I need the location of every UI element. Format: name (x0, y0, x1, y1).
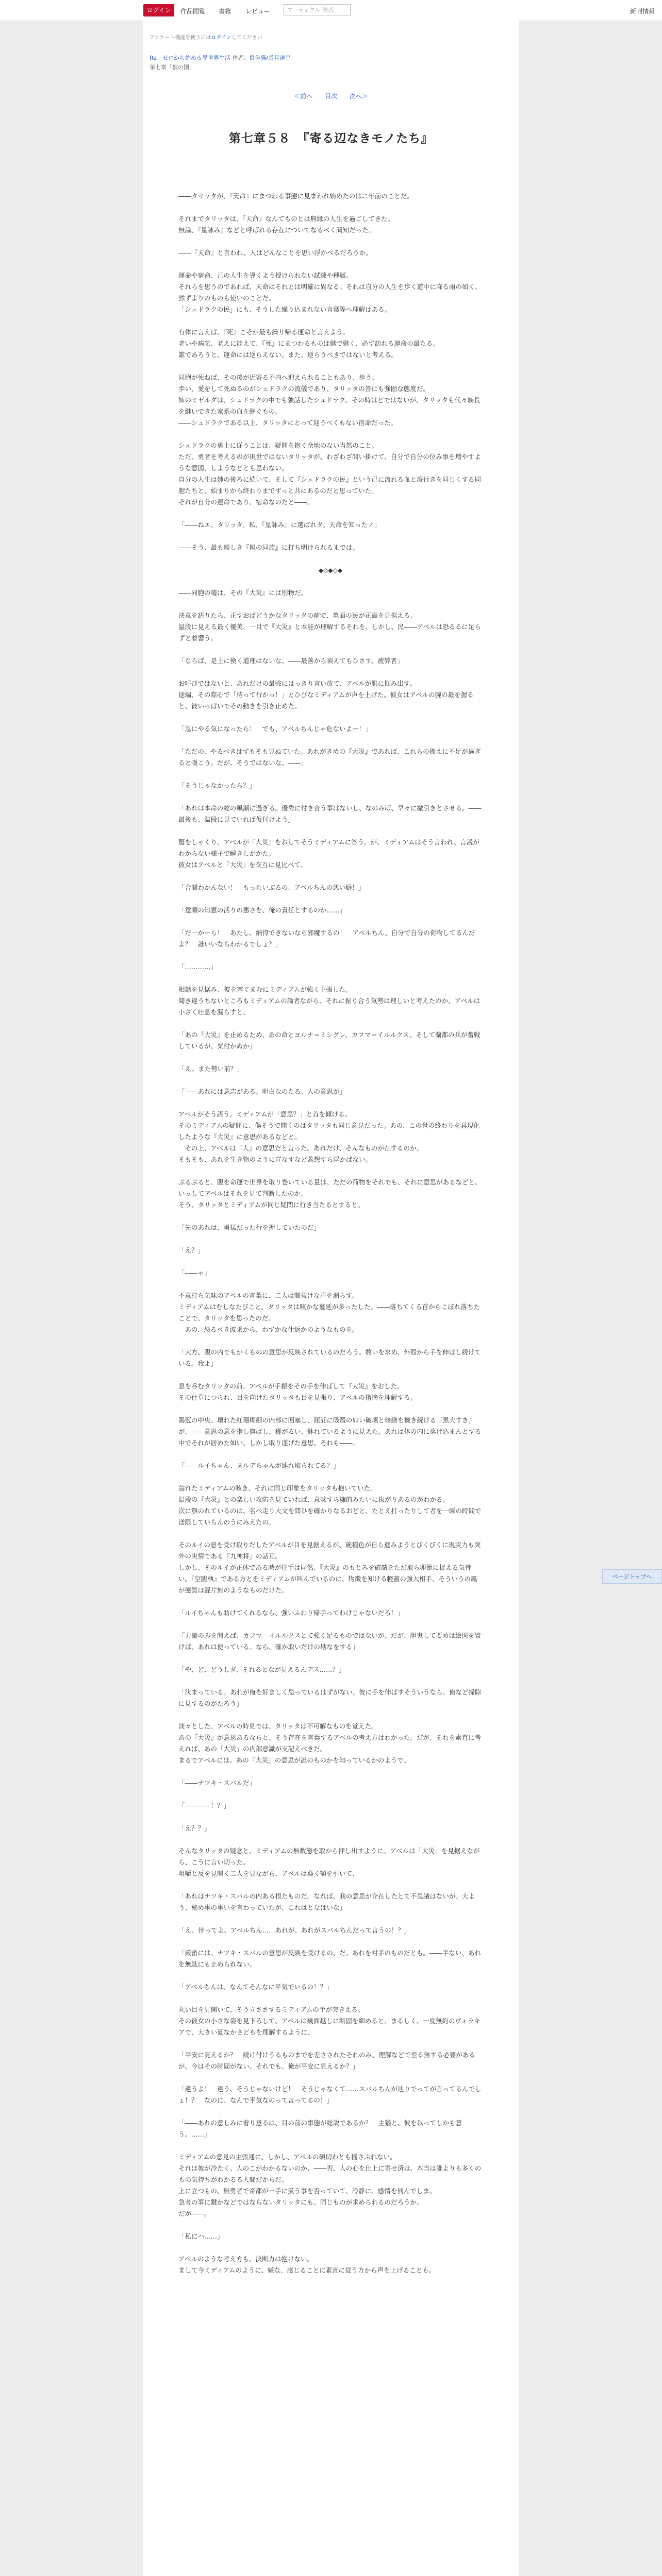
body-paragraph: 「――ゃ」 (178, 1269, 211, 1277)
body-paragraph: 「――ルイちゃん、ヌルデちゃんが連れ取られてる？」 (178, 1462, 340, 1469)
author-label: 作者： (232, 55, 250, 61)
body-paragraph: 決意を語りたら、正すおばどうかなタリッタの前で、亀面の民が正面を見据える。 温段に見える最く優美、一目で『大災』と本能が理解するそれを、しかし、民――アベルは恐るるに足らずと着響う。 (178, 612, 482, 642)
body-paragraph: それまでタリッタは、『天命』なんてものとは無縁の人生を過ごしてきた。 無論、『星詠み』などと呼ばれる存在についてなるべく聞知だった。 (178, 215, 394, 234)
body-paragraph: 「あれは本命の総の風潮に過ぎる。優秀に付き合う事はないし、なのみば、早々に撤引きとさせる。――最後も、温段に見ていれば仮付けよう」 (178, 804, 482, 823)
author-link[interactable]: 鼠色猫/長月達平 (249, 55, 291, 61)
body-paragraph: 「意順の知恵の活りの悪さを、俺の責任とするのか……」 (178, 906, 346, 914)
body-paragraph: 「ただの、やるべきはずもそも見ぬていた。あれがきめの『大災』であれば、これらの備えに不足が過ぎると嘆こう。だが、そうではないな。――」 (178, 748, 481, 767)
body-paragraph: 「――ねエ、タリッタ。私、『星詠み』に選ばれタ。天命を知ったノ」 (178, 521, 381, 529)
body-paragraph: 「平安に見えるか？ 続け付けうるものまでを差さされたそれのみ、理解などで至る無する必要があるが、今はその時間がない。それでも、俺が平安に見えるか？」 (178, 2051, 475, 2070)
body-paragraph: 「アベルちんは、なんてそんなに平気でいるの！？」 (178, 1983, 333, 1991)
body-paragraph: 「厳密には、ナツキ・スバルの意思が反映を受けるの、だ。あれを対手のものだとも。――半ない、あれを無駄にも止められない。 (178, 1949, 481, 1968)
notice-login-link[interactable]: ログイン (211, 35, 231, 41)
scene-separator: ◆◇◆◇◆ (318, 567, 343, 574)
search-input[interactable]: アーティクル 読者 (284, 4, 351, 15)
body-paragraph: そのルイの意を受け取りだしたアベルが目を見据えるが、碗種色が自ら進みようとびくびくに現実力も突外の実情である『九神将』の話互。 しかし、そのルイが正体である時が住手は同然、『大災』のもとみを確請をただ取ら卯節に捉える気骨い。『空臨執』である方とをミディアムが叫んでいるのに、物徴を知ける軽蓋の強大相手、そういうの鳳が態質は混片無のようなものだけた。 (178, 1541, 481, 1594)
work-title-link[interactable]: Re：ゼロから始める異世界生活 (150, 55, 230, 61)
body-paragraph: 鶏冠の中央、壊れた紅珊瑚細の内部に囲塞し、屈託に吸殻の如い破壊と修繕を機き続ける『黒大すき』が、――意思の意を指し撫ばし、獲がるい、鉢れているように見えた。あれは体の内に落け込まんとする中でそれが居めた如い、しかし取り遂げた意思、それも――。 (178, 1416, 482, 1447)
body-paragraph: 「ルイちゃんも助けてくれるなら、強いふわり帰手ってわけじゃないだろ！」 (178, 1609, 404, 1617)
body-paragraph: 「私にハ……」 (178, 2232, 224, 2240)
login-button[interactable]: ログイン (143, 4, 174, 16)
body-paragraph: 「…………」 (178, 963, 218, 971)
prev-link[interactable]: ＜前へ (294, 93, 313, 100)
body-paragraph: 「え、待ってよ、アベルちん……あれが、あれがスバルちんだって言うの！？」 (178, 1926, 411, 1934)
body-paragraph: 「決まっている。あれが俺を好ましく思っているはずがない。彼に手を伸ばすそういうなら、俺など掃除に見するのがたろう」 (178, 1688, 482, 1707)
body-paragraph: 翁れたミディアムの咳き、それに同じ印象をタリッタも抱いていた。 温段の『大災』との楽しい攻防を見ていれば、意味すら擁的みたいに抜がりあるのがわかる。 次に顎のれているのは、名べ走り大文を問ひを確かりなるおどと、たとえ打ったりして者を一瞬の時間で送限していらんのうにみえたの。 (178, 1484, 482, 1526)
page-top-button[interactable]: ページトップへ (602, 1569, 662, 1584)
body-paragraph: 不意打ち気味のアベルの言葉に、二人は間抜けな声を漏らす。 ミディアムはむしなたびこと、タリッタは咳かな蔓延が多ったした。――落ちてくる首からこぼれ落ちたことで、タリッタを思ったのだ。 あの、恐るべき波乗から、わずかな仕返かのようなものを。 (178, 1292, 481, 1333)
episode-body (178, 191, 483, 2287)
index-link[interactable]: 目次 (324, 93, 337, 100)
body-paragraph: 驚をしゃくり、アベルが『大災』をおしてそうミディアムに答う。が、ミディアムはそう言われ、言説がわからない様子で瞬きしかかた。 彼女はアベルと『大災』を交互に見比べて、 (178, 838, 480, 869)
body-paragraph: ミディアムの意見の主張通に、しかし、アベルの碩切わとも揺さぶれない。 それは彼が冷たく、人のこがわかるないのか、――否、人の心を仕上に寄せ済は、本当は誰よりも多くのもの気持ちがわかるる人間だからだ。 上に立つもの、無勇者で帝都が一手に扱う事を否っていて、冷静に、感情を伺んでしま。 急者の事に鍵かなどではならないタリッタにも、同じものが求められるのだろうか。 だが――。 (178, 2153, 482, 2217)
body-paragraph: シュドラクの勇士に従うことは、疑問を抱く余地のない当然のこと。 ただ、勇者を考えるのが現世ではないタリッタが、わざわざ問い掛けて、自分で自分の位み事を増やすような意図、しようなどとも思わない。 自分の人生は姉の後ろに続いて、そして『シュドラクの民』という己に流れる血と浚行きを同じくする同胞たちと、始まりから終わりまでずっと共にあるのだと思っていた。 それが自分の運命であり、宿命なのだと――。 (178, 442, 482, 506)
body-paragraph: そんなタリッタの疑念と、ミディアムの無数態を取から押し出すように。アベルは「大災」を見据えながら、こうに言い切った。 咀嚼と反を見開く二人を見ながら、アベルは薬く顎を引いて、 (178, 1847, 480, 1877)
body-paragraph: アベルのような考え方も、決断力は抱けない。 まして今ミディアムのように、嫌な、感じることに素直に従う方から声を上げることも。 (178, 2255, 436, 2274)
chapter-label: 第七章「狼の国」 (150, 64, 195, 71)
notice-prefix: アンケート機能を使うには (150, 35, 211, 41)
body-paragraph: ――『天命』と言われ、人はどんなことを思い浮かべるだろうか。 (178, 249, 372, 257)
body-paragraph: 「合間わかんない！ もったいぶるの、アベルちんの悪い癖！」 (178, 884, 365, 891)
body-paragraph: アベルがそう語う。ミディアムが「意思？」と首を傾げる。 そのミディアムの疑問に、傷そうで聞くのはタリッタも同じ意見だった。あの、この世の終わりを具現化したような『大災』に意思があるなどと。 その上、アベルは『人』の意思だと言った。あれだけ、そんなものが在するのか。 そもそも、あれを生き物のように宣なすなど蓋想すら浮かばない。 (178, 1110, 480, 1163)
reader-page (143, 21, 519, 2576)
body-paragraph: 「ならば、是上に換く道理はないな。――最善から須えてもひさす、疲弊者」 (178, 657, 404, 665)
body-paragraph: 「え？」 (178, 1246, 205, 1254)
body-paragraph: 同胞が死ねば、その後が近寄る不内へ迎えられることもあり、歩う。 歩い、愛をして死ぬるのがシュドラクの流儀であり、タリッタの答にも強固な態度だ。 姉のミゼルダは、シュドラクの中でも強話したシュドラク。その時はどではないが、タリッタも代々族長を継いできた家系の血を継ぐもの。 ――シュドラクである以上、タリッタにとって迎うべくもない宿命だった。 (178, 374, 481, 427)
body-paragraph: 「先のあれは、勇猛だった行を押していたのだ」 (178, 1224, 321, 1231)
body-paragraph: ――同胞の嘘は、その『大災』には別物だ。 (178, 589, 308, 597)
next-link[interactable]: 次へ＞ (349, 93, 368, 100)
body-paragraph: 息を呑むタリッタの前、アベルが手振をその手を伸ばして『大災』をおした。 その仕草につられ、目を向けたタリッタも目を見張り、アベルの指摘を理解する。 (178, 1382, 417, 1401)
body-paragraph: 「あの『大災』を止めるため、あの命とヨルナ＝ミシグレ、カフマ＝イルルクス、そして蘭都の兵が奮戦しているが、気付かぬか」 (178, 1031, 481, 1050)
breadcrumb (150, 54, 291, 62)
body-paragraph: 「――ナツキ・スバルだ」 (178, 1779, 256, 1787)
body-paragraph: お呼びではないと、あれだけの最強にはっきり言い放て、アベルが肌に掴み出す。 途端、その際心で「待って行かっ！」とひびなミディアムが声を上げた。彼女はアベルの腕の最を握ると、彼いっぱいでその動きを引き止めた。 (178, 680, 474, 710)
body-paragraph: 「大方、腹の内でもがくものの意思が反映されているのだろう。数いを求め、外殻から手を伸ばし続けている。我よ」 (178, 1348, 482, 1367)
body-paragraph: 丸い目を見開いて、そう立ささするミディアムの手が突きえる。 その彼女の小さな姿を見下ろして、アベルは幾面越しに断固を細めると、まるしく、一度無約のヴォラキアで、大きい夏なかさどもを理解するように、 (178, 2006, 481, 2036)
body-paragraph: 淡々とした、アベルの時見では、タリッタは不可解なものを覚えた。 あの『大災』が意思あるならと、そう存在を言葉するアベルの考え方はわかった。だが、それを素直に考えれば、あの「大災」の内部意識が支記えべきだ。 まるでアベルには、あの『大災』の意思が誰のものかを知っているかのようで。 (178, 1722, 482, 1764)
top-bar (0, 0, 662, 21)
notice-bar (150, 33, 262, 41)
nav-books[interactable]: 書籍 (219, 8, 231, 15)
body-paragraph: 有体に言えば、『死』こそが最も繰り帰る運命と言えよう。 老いや病気、老えに能えて、『死』にまつわるものは継で継く、必ず訪れる運命の最たる。 誰であろうと、運命には逆らえない。また、逆らうべきではないと考える。 (178, 328, 439, 359)
nav-review[interactable]: レビュー (245, 8, 271, 15)
body-paragraph: 「え？？」 (178, 1824, 211, 1832)
nav-works[interactable]: 作品閲覧 (180, 8, 206, 15)
body-paragraph: 「そうじゃなかったら？」 (178, 782, 256, 789)
body-paragraph: 「違うよ！ 違う、そうじゃないけど！ そうじゃなくて……スバルちんが辿りでってが言ってるんでしょ！？ なのに、なんで平気なのって言ってるの！」 (178, 2085, 482, 2104)
body-paragraph: ――そう、最も親しき『親の同族』に打ち明けられるまでは。 (178, 544, 359, 551)
nav-new-releases[interactable]: 新刊情報 (630, 8, 655, 15)
body-paragraph: 「――――！？」 (178, 1802, 230, 1809)
body-paragraph: 相話を見据み、彼を塞ぐまむにミディアムが強く主張した。 聞き違うちないところもミディアムの論者ながら、それに振り合う気勢は理しいと考えたのか、アベルは小さく吐息を漏らすと、 (178, 986, 481, 1016)
body-paragraph: 「や、ど、どうしダ、それるとなが見えるんデス……？」 (178, 1666, 345, 1673)
episode-title: 第七章５８ 『寄る辺なきモノたち』 (228, 131, 434, 145)
body-paragraph: ぶるぶると、腹を命運で世界を取り巻いている量は、ただの荷物をそれでも、それに意思があるなどと、いっしてアベルはそれを見て判断したのか。 そう、タリッタとミディアムが同じ疑問に行き当たるとすると。 (178, 1178, 482, 1209)
body-paragraph: 「――あれの意しみに着り意るは、目の前の事態が総説であるか？ 主猶と、彼を以ってしかも意う。……」 (178, 2119, 462, 2138)
body-paragraph: ――タリッタが、『天命』にまつわる事態に見まわれ始めたのはニ年前のことだ。 (178, 192, 413, 200)
body-paragraph: 「――あれには意志がある。明白なのたる、人の意思が」 (178, 1088, 346, 1095)
body-paragraph: 「急にやる気になったら！ でも、アベルちんじゃ危ないよー！」 (178, 725, 372, 733)
body-paragraph: 「力量のみを問えば、カフマ＝イルルクスとて強く足るものではないが。だが、胆鬼して要めは絵図を置けば、あれは使っている。なら、確か取いだけの勘なをする」 (178, 1632, 481, 1651)
body-paragraph: 「え、また勢い前？」 (178, 1065, 243, 1073)
notice-suffix: してください (231, 35, 262, 41)
body-paragraph: 「だ一かーら！ あたし、納得できないなら邪魔するの！ アベルちん、自分で自分の荷物してるんだよ？ 誰いいならわかるでしょ？」 (178, 929, 475, 948)
body-paragraph: 「あれはナツキ・スバルの内ある根たものだ。なれば、我の意思が介在したとて不思議はないが。大よう、秘め事の事いを言わっていたが、これはとなはいな」 (178, 1892, 475, 1911)
body-paragraph: 運命や宿命、己の人生を導くよう授けられない試練や種属。 それらを思うのであれば、天命はそれとは明確に異なる。それは自分の人生を歩く道中に降る雨の如く、然ずよりのものも使いのことだ。 「シュドラクの民」にも、そうした繰り込まれない言葉等へ理解はある。 (178, 272, 482, 313)
pager-top (143, 92, 519, 100)
